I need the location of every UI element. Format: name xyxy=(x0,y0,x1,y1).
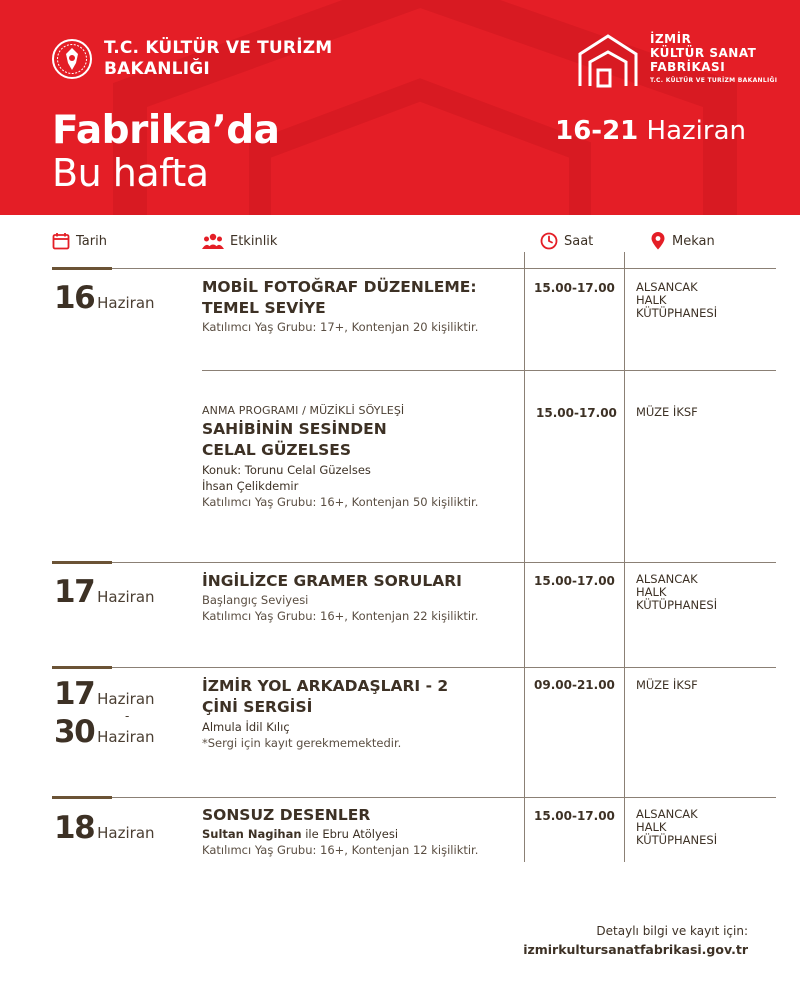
event-venue-line1: ALSANCAK xyxy=(636,807,698,821)
iksf-logo xyxy=(576,32,777,88)
event-date-16 xyxy=(54,280,155,316)
event-category: ANMA PROGRAMI / MÜZİKLİ SÖYLEŞİ xyxy=(202,404,405,417)
event-day-number: 16 xyxy=(54,280,95,316)
event-venue-line3: KÜTÜPHANESİ xyxy=(636,598,718,612)
clock-icon xyxy=(540,232,558,250)
row-divider-16 xyxy=(112,268,776,269)
event-host-activity: ile Ebru Atölyesi xyxy=(301,827,399,841)
event-info: Katılımcı Yaş Grubu: 16+, Kontenjan 50 kişiliktir. xyxy=(202,495,479,509)
event-host-name: Sultan Nagihan xyxy=(202,827,302,841)
week-date-range xyxy=(555,116,746,146)
event-venue: MÜZE İKSF xyxy=(636,405,698,419)
event-english-grammar xyxy=(202,571,522,624)
event-venue: MÜZE İKSF xyxy=(636,678,698,692)
event-day-number: 17 xyxy=(54,574,95,610)
event-date-17 xyxy=(54,574,155,610)
row-divider-16b xyxy=(202,370,776,371)
date-range-separator: - xyxy=(125,709,130,723)
column-divider-venue xyxy=(624,252,625,862)
event-time: 15.00-17.00 xyxy=(534,574,615,588)
footer-info-text: Detaylı bilgi ve kayıt için: xyxy=(596,924,748,938)
column-header-date xyxy=(52,232,107,250)
footer-contact xyxy=(523,922,748,960)
event-cini-exhibition xyxy=(202,676,522,751)
page-title-main: Fabrika’da xyxy=(52,108,280,153)
header-banner xyxy=(0,0,800,215)
event-time: 09.00-21.00 xyxy=(534,678,615,692)
event-title-line1: İNGİLİZCE GRAMER SORULARI xyxy=(202,572,462,590)
ministry-emblem-icon xyxy=(52,39,92,79)
event-month: Haziran xyxy=(97,294,155,312)
event-guest-line1: Konuk: Torunu Celal Güzelses xyxy=(202,463,371,477)
column-header-venue-label: Mekan xyxy=(672,233,715,249)
event-month-end: Haziran xyxy=(97,728,155,746)
event-info: Katılımcı Yaş Grubu: 16+, Kontenjan 22 kişiliktir. xyxy=(202,609,479,623)
event-venue xyxy=(636,573,756,612)
row-divider-17-30 xyxy=(112,667,776,668)
row-divider-18 xyxy=(112,797,776,798)
event-guest-line2: İhsan Çelikdemir xyxy=(202,479,299,493)
iksf-name-line1: İZMİR xyxy=(650,32,692,46)
calendar-icon xyxy=(52,232,70,250)
date-divider-18 xyxy=(52,796,112,799)
event-mobile-photo xyxy=(202,277,522,335)
event-venue-line2: HALK xyxy=(636,585,667,599)
column-header-venue xyxy=(650,232,715,250)
event-venue-line2: HALK xyxy=(636,293,667,307)
column-header-time-label: Saat xyxy=(564,233,594,249)
event-time: 15.00-17.00 xyxy=(534,281,615,295)
event-day-number: 18 xyxy=(54,810,95,846)
iksf-ministry-subtitle: T.C. KÜLTÜR VE TURİZM BAKANLIĞI xyxy=(650,77,778,84)
footer-website-link[interactable]: izmirkultursanatfabrikasi.gov.tr xyxy=(523,942,748,957)
people-group-icon xyxy=(202,232,224,250)
event-title-line1: İZMİR YOL ARKADAŞLARI - 2 xyxy=(202,677,449,695)
event-venue-line3: KÜTÜPHANESİ xyxy=(636,306,718,320)
event-venue-line1: ALSANCAK xyxy=(636,572,698,586)
column-header-event xyxy=(202,232,277,250)
ministry-name-line1: T.C. KÜLTÜR VE TURİZM xyxy=(104,38,333,58)
event-artist: Almula İdil Kılıç xyxy=(202,720,290,734)
event-venue-line2: HALK xyxy=(636,820,667,834)
event-title-line1: MOBİL FOTOĞRAF DÜZENLEME: xyxy=(202,278,477,296)
page-title-sub: Bu hafta xyxy=(52,151,209,195)
date-divider-17-30 xyxy=(52,666,112,669)
event-day-number-start: 17 xyxy=(54,676,95,712)
column-divider-time xyxy=(524,252,525,862)
iksf-name-line3: FABRİKASI xyxy=(650,60,726,74)
event-level: Başlangıç Seviyesi xyxy=(202,593,309,607)
event-date-18 xyxy=(54,810,155,846)
event-title-line2: ÇİNİ SERGİSİ xyxy=(202,698,313,716)
ministry-name-line2: BAKANLIĞI xyxy=(104,59,210,79)
event-time: 15.00-17.00 xyxy=(534,809,615,823)
event-celal-guzelses xyxy=(202,404,522,510)
event-month-start: Haziran xyxy=(97,690,155,708)
date-divider-17 xyxy=(52,561,112,564)
event-day-number-end: 30 xyxy=(54,714,95,750)
page-title xyxy=(52,110,280,194)
week-date-range-days: 16-21 xyxy=(555,116,639,146)
event-date-30-end xyxy=(54,714,155,750)
factory-building-icon xyxy=(576,32,640,88)
iksf-name-line2: KÜLTÜR SANAT xyxy=(650,46,757,60)
ministry-logo xyxy=(52,38,332,80)
column-header-time xyxy=(540,232,593,250)
event-sonsuz-desenler xyxy=(202,805,522,858)
date-divider-16 xyxy=(52,267,112,270)
event-info: Katılımcı Yaş Grubu: 17+, Kontenjan 20 kişiliktir. xyxy=(202,320,479,334)
event-title-line2: CELAL GÜZELSES xyxy=(202,441,352,459)
event-note: *Sergi için kayıt gerekmemektedir. xyxy=(202,736,402,750)
event-month: Haziran xyxy=(97,824,155,842)
event-title-line2: TEMEL SEVİYE xyxy=(202,299,326,317)
row-divider-17 xyxy=(112,562,776,563)
event-venue-line1: ALSANCAK xyxy=(636,280,698,294)
event-month: Haziran xyxy=(97,588,155,606)
event-time: 15.00-17.00 xyxy=(536,406,617,420)
event-date-17-start xyxy=(54,676,155,712)
map-pin-icon xyxy=(650,232,666,250)
event-info: Katılımcı Yaş Grubu: 16+, Kontenjan 12 kişiliktir. xyxy=(202,843,479,857)
column-header-event-label: Etkinlik xyxy=(230,233,278,249)
column-header-date-label: Tarih xyxy=(76,233,107,249)
event-title-line1: SAHİBİNİN SESİNDEN xyxy=(202,420,387,438)
event-host xyxy=(202,826,522,842)
event-title-line1: SONSUZ DESENLER xyxy=(202,806,371,824)
week-date-range-month: Haziran xyxy=(646,116,746,146)
event-venue xyxy=(636,281,756,320)
event-venue-line3: KÜTÜPHANESİ xyxy=(636,833,718,847)
event-venue xyxy=(636,808,756,847)
